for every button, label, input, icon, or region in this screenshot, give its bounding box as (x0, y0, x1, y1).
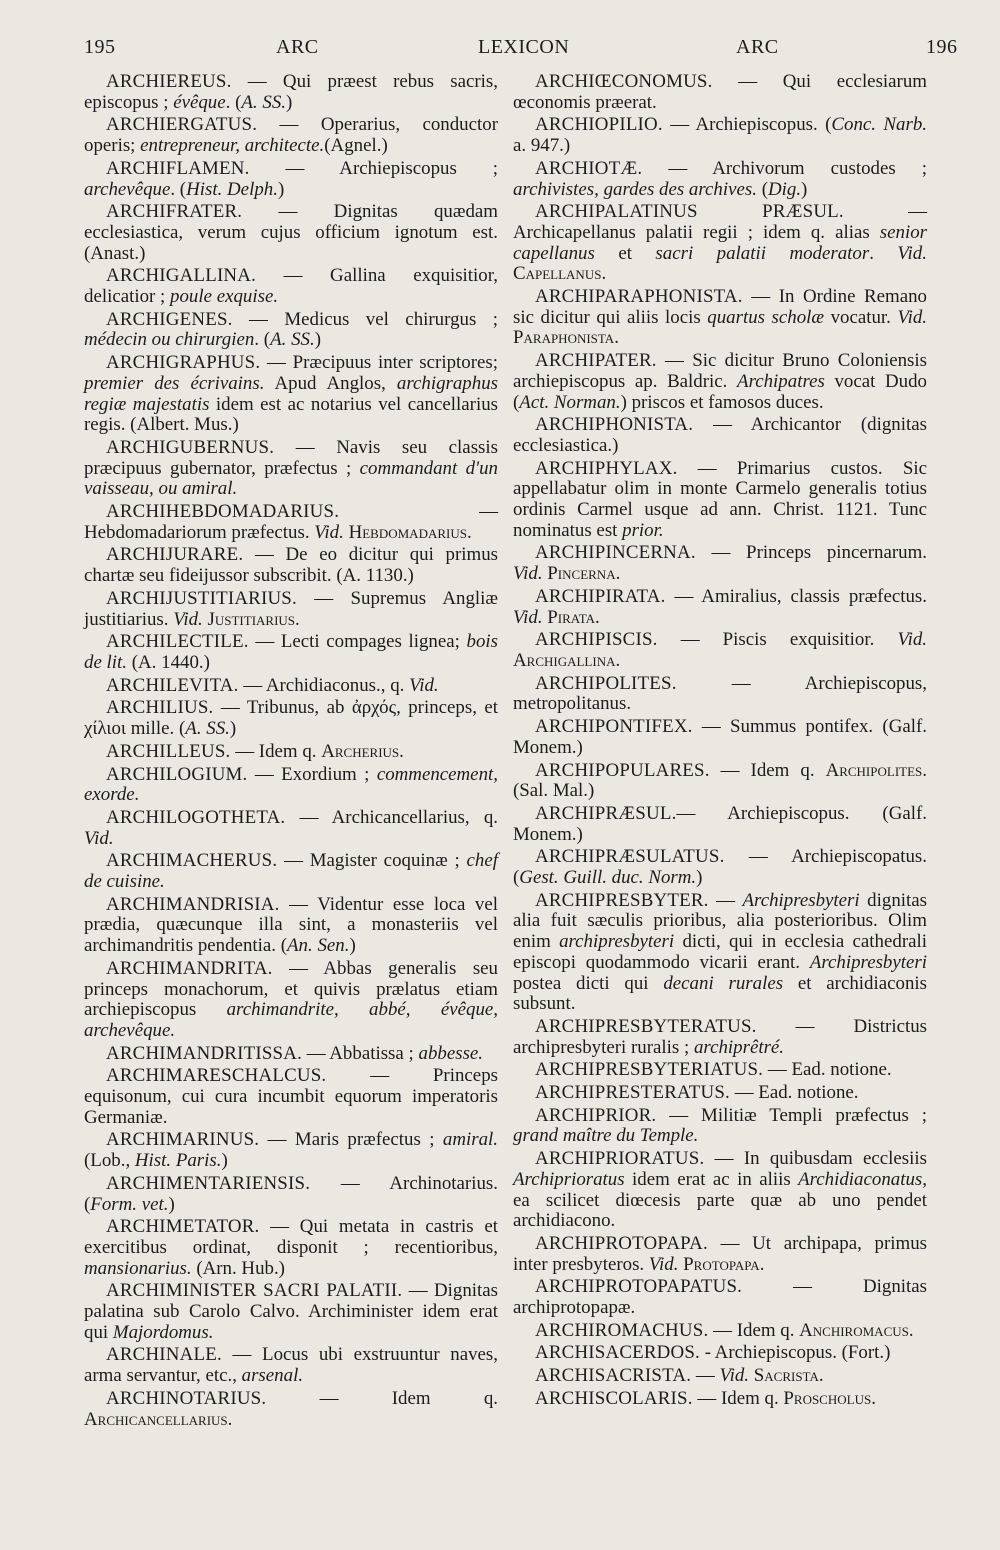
entry-text: (Lob., (84, 1150, 135, 1172)
entry-headword: ARCHIMARESCHALCUS. (106, 1065, 327, 1087)
entry-text: Archipolites (825, 759, 923, 781)
entry-text: — Archiepiscopus. (Galf. Monem.) (513, 802, 927, 845)
entry-headword: ARCHIMARINUS. (106, 1129, 260, 1151)
dictionary-entry (513, 717, 927, 758)
dictionary-entry (84, 742, 498, 763)
entry-text: . ( (170, 178, 187, 200)
entry-headword: ARCHIPISCIS. (535, 629, 658, 651)
entry-text: Paraphonista (513, 327, 615, 349)
entry-text: Form. vet. (90, 1193, 169, 1215)
entry-text: - Archiepiscopus. (Fort.) (699, 1342, 891, 1364)
entry-text: postea dicti qui (513, 972, 664, 994)
entry-text: a. 947.) (513, 135, 571, 157)
dictionary-entry (513, 351, 927, 413)
entry-text: archivistes, gardes des archives. (513, 178, 757, 200)
entry-text: Vid. (897, 306, 927, 328)
entry-text: — Militiæ Templi præfectus ; (656, 1104, 927, 1126)
entry-text: Vid. (84, 827, 114, 849)
entry-text: prior. (622, 519, 664, 541)
entry-text: ) (349, 935, 356, 957)
entry-headword: ARCHILEVITA. (106, 674, 239, 696)
entry-text: — Idem q. (708, 1319, 800, 1341)
entry-text: (A. 1440.) (127, 651, 210, 673)
entry-text: Vid. (897, 629, 927, 651)
entry-text: — Archidiaconus., q. (238, 674, 410, 696)
entry-headword: ARCHIPHYLAX. (535, 457, 678, 479)
entry-headword: ARCHINOTARIUS. (106, 1387, 267, 1409)
entry-text: idem est ac notarius vel cancellarius regis. (Albert. Mus.) (84, 393, 498, 436)
entry-text: Vid. (513, 563, 543, 585)
entry-text: quartus scholæ (707, 306, 825, 328)
entry-text: — Archicapellanus palatii regii ; idem q. alias (513, 201, 927, 243)
entry-headword: ARCHIERGATUS. (106, 114, 258, 136)
entry-text: Majordomus. (112, 1321, 214, 1343)
entry-text: Hist. Delph. (186, 178, 278, 200)
entry-text: . (466, 521, 472, 543)
dictionary-entry (513, 1366, 927, 1387)
entry-text: Vid. (513, 606, 543, 628)
entry-text: — Ead. notione. (729, 1082, 859, 1104)
entry-headword: ARCHIPINCERNA. (535, 542, 696, 564)
entry-text: — Qui ecclesiarum œconomis præerat. (513, 71, 927, 113)
entry-text: — In quibusdam ecclesiis (704, 1148, 927, 1170)
dictionary-entry (84, 1174, 498, 1215)
dictionary-entry (84, 545, 498, 586)
entry-text: — Dignitas palatina sub Carolo Calvo. Archiminister idem erat qui (84, 1280, 498, 1343)
dictionary-entry (513, 287, 927, 349)
entry-headword: ARCHIPALATINUS PRÆSUL. (535, 201, 844, 223)
entry-text: Sacrista (753, 1365, 819, 1387)
entry-text: — Magister coquinæ ; (277, 850, 467, 872)
entry-headword: ARCHIPHONISTA. (535, 414, 694, 436)
entry-text: Vid. (314, 521, 344, 543)
entry-text: — (708, 889, 743, 911)
entry-text: et (594, 242, 656, 264)
entry-text: — In Ordine Remano sic dicitur qui aliis locis (513, 286, 927, 328)
entry-headword: ARCHIMANDRITA. (106, 957, 273, 979)
entry-text: — Archiepiscopus ; (249, 157, 498, 179)
dictionary-entry (84, 1345, 498, 1386)
entry-text: Vid. (897, 242, 927, 264)
entry-headword: ARCHIPRESTERATUS. (535, 1082, 730, 1104)
right-running-head: ARC (736, 36, 779, 58)
entry-headword: ARCHIPIRATA. (535, 585, 666, 607)
entry-text: Justitiarius (207, 608, 296, 630)
entry-text: senior capellanus (513, 221, 927, 264)
entry-headword: ARCHIMENTARIENSIS. (106, 1172, 311, 1194)
entry-headword: ARCHIMANDRISIA. (106, 893, 280, 915)
entry-text: Archicancellarius (84, 1408, 228, 1430)
entry-text: ) (168, 1193, 175, 1215)
dictionary-entry (513, 761, 927, 802)
entry-text: Proscholus (783, 1387, 872, 1409)
entry-text: — Supremus Angliæ justitiarius. (84, 587, 498, 630)
entry-text: . (869, 242, 898, 264)
entry-text: Capellanus (513, 263, 602, 285)
entry-headword: ARCHIPRÆSUL. (535, 802, 677, 824)
entry-text: Archipresbyteri (742, 889, 860, 911)
dictionary-entry (513, 804, 927, 845)
dictionary-entry (84, 895, 498, 957)
entry-text: ) (314, 329, 321, 351)
page-title: LEXICON (478, 36, 570, 58)
entry-text: médecin ou chirurgien (84, 329, 255, 351)
dictionary-entry (84, 589, 498, 630)
entry-headword: ARCHIROMACHUS. (535, 1319, 709, 1341)
dictionary-entry (84, 115, 498, 156)
entry-text: An. Sen. (287, 935, 350, 957)
entry-text: — Qui metata in castris et exercitibus ordinat, disponit ; recentioribus, (84, 1216, 498, 1258)
entry-headword: ARCHIPONTIFEX. (535, 716, 693, 738)
entry-headword: ARCHIFRATER. (106, 201, 243, 223)
entry-text: — Archivorum custodes ; (642, 157, 927, 179)
entry-text: ea scilicet diœcesis parte quæ ab uno pendet archidiacono. (513, 1189, 927, 1232)
entry-text: sacri palatii moderator (655, 242, 870, 264)
dictionary-entry (513, 1389, 927, 1410)
dictionary-entry (84, 765, 498, 806)
dictionary-entry (84, 353, 498, 436)
dictionary-entry (513, 415, 927, 456)
entry-text: . ( (254, 329, 271, 351)
entry-text: — Idem q. (692, 1387, 784, 1409)
dictionary-entry (84, 72, 498, 113)
entry-text: — Archicancellarius, q. (285, 806, 498, 828)
entry-text: (Arn. Hub.) (191, 1257, 285, 1279)
entry-text: — Sic dicitur Bruno Coloniensis archiepiscopus ap. Baldric. (513, 350, 927, 392)
dictionary-entry (84, 676, 498, 697)
left-page-number: 195 (84, 36, 116, 58)
entry-text: Archipresbyteri (809, 951, 927, 973)
entry-text: . (295, 608, 300, 630)
dictionary-entry (84, 266, 498, 307)
entry-text: A. SS. (241, 91, 286, 113)
entry-headword: ARCHIPRIOR. (535, 1104, 657, 1126)
entry-headword: ARCHILOGIUM. (106, 763, 248, 785)
entry-text: ) (286, 91, 293, 113)
entry-text: — Princeps pincernarum. (695, 542, 927, 564)
dictionary-entry (84, 1066, 498, 1128)
entry-text: commencement, exorde. (84, 763, 498, 806)
dictionary-entry (84, 1217, 498, 1279)
entry-text: — Idem q. (230, 740, 322, 762)
entry-headword: ARCHIPRESBYTERIATUS. (535, 1059, 764, 1081)
entry-text: — Locus ubi exstruuntur naves, arma servantur, etc., (84, 1344, 498, 1387)
entry-headword: ARCHIPOLITES. (535, 672, 677, 694)
entry-text: ) (696, 867, 703, 889)
entry-headword: ARCHIGUBERNUS. (106, 436, 275, 458)
entry-headword: ARCHIPROTOPAPA. (535, 1232, 708, 1254)
entry-text: ) (229, 718, 237, 740)
entry-text: — Archiepiscopus. ( (662, 114, 832, 136)
entry-text: ) (801, 178, 808, 200)
entry-headword: ARCHIMACHERUS. (106, 850, 278, 872)
entry-text: — Archicantor (dignitas ecclesiastica.) (513, 414, 927, 456)
dictionary-entry (513, 1149, 927, 1232)
entry-headword: ARCHIPROTOPAPATUS. (535, 1276, 743, 1298)
entry-text: — Medicus vel chirurgus ; (232, 308, 498, 330)
entry-text: ) priscos et famosos duces. (620, 391, 824, 413)
entry-text: ) (221, 1150, 228, 1172)
entry-text: . (227, 1408, 233, 1430)
entry-headword: ARCHINALE. (106, 1344, 222, 1366)
entry-text: bois de lit. (84, 631, 498, 673)
entry-text: . (614, 327, 619, 349)
entry-text: — Primarius custos. Sic appellabatur olim in monte Carmelo generalis totius ordinis Carmel usque ad ann. Christ. 1121. Tunc nominatus est (513, 457, 927, 541)
entry-text: — Maris præfectus ; (259, 1129, 443, 1151)
entry-text: . (759, 1253, 765, 1275)
entry-headword: ARCHILECTILE. (106, 631, 249, 653)
entry-text: . (595, 606, 600, 628)
entry-headword: ARCHIGRAPHUS. (106, 352, 261, 374)
entry-headword: ARCHISCOLARIS. (535, 1387, 693, 1409)
dictionary-entry (513, 202, 927, 285)
right-page-number: 196 (926, 36, 958, 58)
entry-text: Vid. (719, 1365, 750, 1387)
entry-text: archipresbyteri (559, 931, 675, 953)
entry-headword: ARCHIOPILIO. (535, 114, 663, 136)
entry-text: . (Sal. Mal.) (513, 759, 927, 802)
dictionary-entry (513, 674, 927, 715)
entry-headword: ARCHIJUSTITIARIUS. (106, 587, 297, 609)
entry-headword: ARCHILLEUS. (106, 740, 231, 762)
dictionary-entry (513, 1083, 927, 1104)
entry-text: — Præcipuus inter scriptores; (260, 352, 498, 374)
entry-text: . (818, 1365, 824, 1387)
entry-text: Vid. (648, 1253, 679, 1275)
entry-headword: ARCHIPRESBYTERATUS. (535, 1015, 757, 1037)
entry-text: arsenal. (241, 1365, 304, 1387)
entry-headword: ARCHIMANDRITISSA. (106, 1042, 302, 1064)
dictionary-entry (84, 310, 498, 351)
entry-text: . (615, 563, 621, 585)
entry-text: Gest. Guill. duc. Norm. (519, 867, 697, 889)
entry-text: . ( (225, 91, 242, 113)
entry-text: Anchiromacus (799, 1319, 909, 1341)
entry-text: amiral. (442, 1129, 498, 1151)
entry-text: — Operarius, conductor operis; (84, 114, 498, 157)
entry-text: — Lecti compages lignea; (248, 631, 467, 653)
entry-text: Archipatres (737, 370, 825, 392)
entry-text: — Piscis exquisitior. (657, 629, 898, 651)
entry-headword: ARCHIPOPULARES. (535, 759, 710, 781)
dictionary-entry (513, 459, 927, 542)
entry-text: — Idem q. (266, 1387, 498, 1409)
dictionary-entry (84, 502, 498, 543)
entry-text: — Videntur esse loca vel prædia, quæcunque illa sint, a monasteriis vel archimandritis pendentia. ( (84, 893, 498, 957)
entry-text: — Archiepiscopatus. ( (513, 846, 927, 889)
entry-text: archimandrite, abbé, évêque, archevêque. (84, 999, 498, 1041)
entry-headword: ARCHIPARAPHONISTA. (535, 286, 743, 308)
dictionary-entry (513, 72, 927, 113)
entry-text: — Navis seu classis præcipuus gubernator, præfectus ; (84, 436, 498, 479)
entry-text: . (871, 1387, 876, 1409)
entry-headword: ARCHIPRESBYTER. (535, 889, 709, 911)
entry-text: archiprêtré. (693, 1036, 785, 1058)
entry-text: archigraphus regiæ majestatis (84, 372, 498, 415)
left-running-head: ARC (276, 36, 319, 58)
entry-headword: ARCHIPRIORATUS. (535, 1148, 705, 1170)
entry-text: vocat Dudo ( (513, 370, 927, 413)
dictionary-entry (84, 851, 498, 892)
dictionary-entry (84, 202, 498, 264)
dictionary-entry (513, 1343, 927, 1364)
entry-text: — (691, 1365, 720, 1387)
entry-text: — Princeps equisonum, cui cura incumbit equorum imperatoris Germaniæ. (84, 1065, 498, 1128)
entry-text: — Idem q. (709, 759, 826, 781)
entry-text: — Archiepiscopus, metropolitanus. (513, 672, 927, 715)
entry-text: chef de cuisine. (84, 850, 498, 893)
dictionary-entry (513, 1060, 927, 1081)
entry-text: abbesse. (418, 1042, 484, 1064)
dictionary-entry (84, 1389, 498, 1430)
entry-text: — Gallina exquisitior, delicatior ; (84, 265, 498, 308)
entry-text: Pincerna (547, 563, 616, 585)
entry-text: mansionarius. (84, 1257, 192, 1279)
entry-headword: ARCHISACRISTA. (535, 1365, 692, 1387)
entry-headword: ARCHILIUS. (106, 697, 214, 719)
entry-text: grand maître du Temple. (513, 1125, 699, 1147)
dictionary-entry (84, 1044, 498, 1065)
entry-headword: ARCHIŒCONOMUS. (535, 71, 713, 92)
entry-text: Hebdomadarius (348, 521, 467, 543)
entry-text: — Summus pontifex. (Galf. Monem.) (513, 716, 927, 758)
entry-text: Protopapa (683, 1253, 760, 1275)
dictionary-entry (84, 959, 498, 1042)
entry-text: . (399, 740, 404, 762)
entry-headword: ARCHISACERDOS. (535, 1342, 700, 1364)
dictionary-entry (513, 159, 927, 200)
entry-text: Dig. (767, 178, 802, 200)
entry-text: Vid. (409, 674, 439, 696)
entry-text: — Districtus archipresbyteri ruralis ; (513, 1015, 927, 1058)
entry-text: . (615, 649, 621, 671)
dictionary-entry (84, 159, 498, 200)
entry-text: idem erat ac in aliis (624, 1168, 799, 1190)
entry-headword: ARCHIJURARE. (106, 544, 244, 566)
entry-text: vocatur. (824, 306, 898, 328)
entry-text: Archiprioratus (513, 1168, 625, 1190)
entry-text: . (908, 1319, 914, 1341)
entry-text: commandant d'un vaisseau, ou amiral. (84, 457, 498, 500)
dictionary-entry (84, 808, 498, 849)
dictionary-entry (513, 891, 927, 1015)
dictionary-entry (84, 632, 498, 673)
entry-text: — Hebdomadariorum præfectus. (84, 501, 498, 543)
dictionary-entry (513, 115, 927, 156)
dictionary-entry (84, 438, 498, 500)
dictionary-entry (513, 1321, 927, 1342)
dictionary-entry (513, 1277, 927, 1318)
entry-text: — De eo dicitur qui primus chartæ seu fideijussor subscribit. (A. 1130.) (84, 544, 498, 587)
entry-text: entrepreneur, architecte. (140, 135, 325, 157)
entry-text: Hist. Paris. (134, 1150, 222, 1172)
entry-text: Archerius (321, 740, 400, 762)
entry-text: — Qui præest rebus sacris, episcopus ; (84, 71, 498, 113)
entry-headword: ARCHIFLAMEN. (106, 157, 250, 179)
entry-text: decani rurales (663, 972, 784, 994)
entry-text: évêque (173, 91, 226, 113)
entry-headword: ARCHIMETATOR. (106, 1216, 260, 1238)
dictionary-entry (84, 1130, 498, 1171)
entry-text: et archidiaconis subsunt. (513, 972, 927, 1015)
entry-text: — Ead. notione. (763, 1059, 892, 1081)
dictionary-entry (513, 587, 927, 628)
entry-text: ( (756, 178, 768, 200)
entry-text: Vid. (173, 608, 203, 630)
left-column (84, 72, 498, 1430)
entry-headword: ARCHIPRÆSULATUS. (535, 846, 725, 868)
entry-headword: ARCHILOGOTHETA. (106, 806, 286, 828)
entry-text: Act. Norman. (519, 391, 621, 413)
dictionary-entry (513, 1106, 927, 1147)
entry-text: Pirata (547, 606, 596, 628)
entry-text: Archigallina (513, 649, 616, 671)
dictionary-entry (513, 1017, 927, 1058)
entry-text: Archidiaconatus, (798, 1168, 927, 1190)
dictionary-entry (513, 630, 927, 671)
entry-text: — Dignitas quædam ecclesiastica, verum cujus officium ignotum est. (Anast.) (84, 201, 498, 264)
entry-text: — Abbatissa ; (302, 1042, 419, 1064)
entry-headword: ARCHIPATER. (535, 350, 657, 372)
entry-text: Apud Anglos, (264, 372, 397, 394)
dictionary-entry (84, 1281, 498, 1343)
dictionary-entry (84, 698, 498, 739)
entry-text: — Dignitas archiprotopapæ. (513, 1276, 927, 1319)
entry-headword: ARCHIOTÆ. (535, 157, 643, 179)
entry-text: A. SS. (185, 718, 230, 740)
entry-text: — Archinotarius. ( (84, 1172, 498, 1215)
entry-headword: ARCHIEREUS. (106, 71, 232, 92)
entry-text: ) (277, 178, 285, 200)
entry-text: (Agnel.) (324, 135, 388, 157)
entry-text: — Exordium ; (247, 763, 377, 785)
right-column (513, 72, 927, 1410)
dictionary-entry (513, 1234, 927, 1275)
entry-text: archevêque (84, 178, 171, 200)
entry-text: — Amiralius, classis præfectus. (665, 585, 927, 607)
entry-text: A. SS. (270, 329, 315, 351)
entry-text: . (601, 263, 607, 285)
entry-headword: ARCHIHEBDOMADARIUS. (106, 501, 340, 523)
entry-text: — Ut archipapa, primus inter presbyteros. (513, 1232, 927, 1275)
entry-text: dignitas alia fuit sæculis prioribus, alia posterioribus. Olim enim (513, 889, 927, 953)
entry-text: dicti, qui in ecclesia cathedrali episcopi quodammodo vicarii erant. (513, 931, 928, 973)
entry-headword: ARCHIMINISTER SACRI PALATII. (106, 1280, 403, 1302)
dictionary-entry (513, 847, 927, 888)
entry-text: — Tribunus, ab ἀρχός, princeps, et χίλιοι mille. ( (84, 697, 498, 740)
entry-text: premier des écrivains. (84, 372, 265, 394)
entry-text: poule exquise. (170, 286, 279, 308)
entry-headword: ARCHIGALLINA. (106, 265, 257, 287)
entry-text: Conc. Narb. (831, 114, 927, 136)
entry-headword: ARCHIGENES. (106, 308, 233, 330)
entry-text: — Abbas generalis seu princeps monachorum, et quivis prælatus etiam archiepiscopus (84, 957, 498, 1021)
dictionary-entry (513, 543, 927, 584)
